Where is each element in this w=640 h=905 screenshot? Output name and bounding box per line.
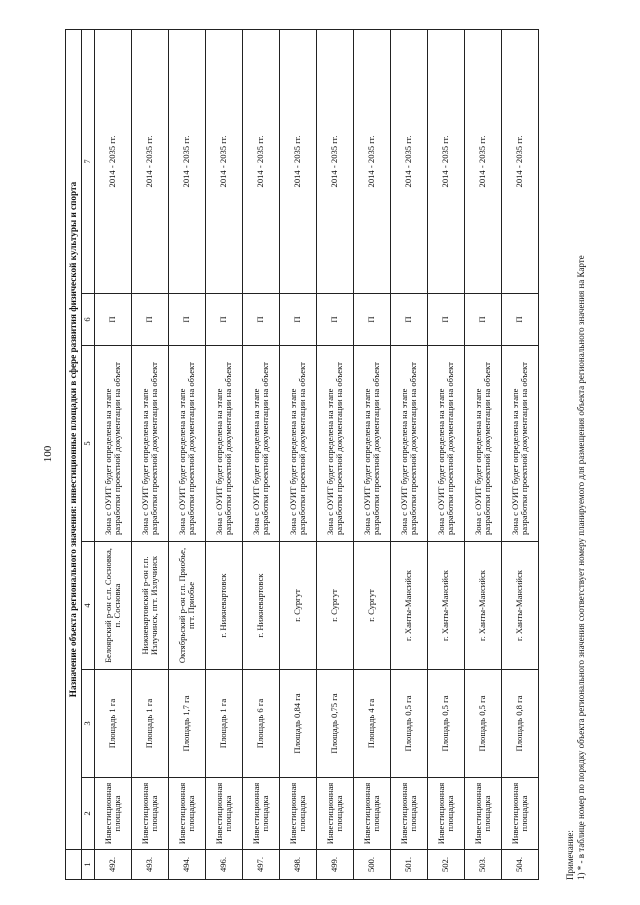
- column-number-row: [82, 29, 95, 879]
- note-block: [565, 30, 587, 880]
- row-number-cell: 497.: [243, 850, 280, 880]
- table-row: [502, 29, 539, 879]
- column-number-cell: 6: [82, 294, 95, 346]
- zone-cell: Зона с ОУИТ будет определена на этапе разработки проектной документации на объект: [206, 346, 243, 542]
- row-number-cell: 501.: [391, 850, 428, 880]
- object-type-cell: Инвестиционная площадка: [243, 778, 280, 850]
- object-type-cell: Инвестиционная площадка: [132, 778, 169, 850]
- object-type-cell: Инвестиционная площадка: [169, 778, 206, 850]
- object-type-cell: Инвестиционная площадка: [280, 778, 317, 850]
- period-cell: 2014 - 2035 гг.: [95, 29, 132, 293]
- location-cell: г. Нижневартовск: [206, 542, 243, 670]
- row-number-cell: 502.: [428, 850, 465, 880]
- table-title: Назначение объекта регионального значения: инвестиционные площадки в сфере развития физической культуры и спорта: [66, 29, 82, 849]
- zone-cell: Зона с ОУИТ будет определена на этапе разработки проектной документации на объект: [317, 346, 354, 542]
- row-number-cell: 493.: [132, 850, 169, 880]
- area-cell: Площадь 1 га: [132, 670, 169, 778]
- area-cell: Площадь 0,5 га: [465, 670, 502, 778]
- object-type-cell: Инвестиционная площадка: [317, 778, 354, 850]
- row-number-cell: 498.: [280, 850, 317, 880]
- status-cell: П: [169, 294, 206, 346]
- area-cell: Площадь 1 га: [206, 670, 243, 778]
- period-cell: 2014 - 2035 гг.: [280, 29, 317, 293]
- status-cell: П: [502, 294, 539, 346]
- period-cell: 2014 - 2035 гг.: [243, 29, 280, 293]
- period-cell: 2014 - 2035 гг.: [206, 29, 243, 293]
- area-cell: Площадь 0,5 га: [391, 670, 428, 778]
- row-number-cell: 494.: [169, 850, 206, 880]
- object-type-cell: Инвестиционная площадка: [502, 778, 539, 850]
- table-row: [169, 29, 206, 879]
- status-cell: П: [317, 294, 354, 346]
- status-cell: П: [206, 294, 243, 346]
- period-cell: 2014 - 2035 гг.: [391, 29, 428, 293]
- status-cell: П: [391, 294, 428, 346]
- area-cell: Площадь 6 га: [243, 670, 280, 778]
- note-heading: Примечание:: [565, 830, 575, 880]
- status-cell: П: [95, 294, 132, 346]
- table-body: [95, 29, 539, 879]
- column-number-cell: 5: [82, 346, 95, 542]
- table-row: [317, 29, 354, 879]
- object-type-cell: Инвестиционная площадка: [354, 778, 391, 850]
- location-cell: г. Ханты-Мансийск: [391, 542, 428, 670]
- table-row: [132, 29, 169, 879]
- zone-cell: Зона с ОУИТ будет определена на этапе разработки проектной документации на объект: [280, 346, 317, 542]
- location-cell: Белоярский р-он с.п. Сосновка, п. Сосновка: [95, 542, 132, 670]
- zone-cell: Зона с ОУИТ будет определена на этапе разработки проектной документации на объект: [465, 346, 502, 542]
- area-cell: Площадь 1,7 га: [169, 670, 206, 778]
- status-cell: П: [428, 294, 465, 346]
- status-cell: П: [354, 294, 391, 346]
- status-cell: П: [132, 294, 169, 346]
- location-cell: Октябрьский р-он г.п. Приобье, пгт. Приобье: [169, 542, 206, 670]
- page-number: 100: [42, 445, 54, 463]
- object-type-cell: Инвестиционная площадка: [391, 778, 428, 850]
- row-number-cell: 499.: [317, 850, 354, 880]
- table-row: [428, 29, 465, 879]
- column-number-cell: 3: [82, 670, 95, 778]
- investment-sites-table: [65, 29, 539, 880]
- object-type-cell: Инвестиционная площадка: [95, 778, 132, 850]
- status-cell: П: [465, 294, 502, 346]
- period-cell: 2014 - 2035 гг.: [428, 29, 465, 293]
- area-cell: Площадь 4 га: [354, 670, 391, 778]
- row-number-cell: 503.: [465, 850, 502, 880]
- table-row: [243, 29, 280, 879]
- object-type-cell: Инвестиционная площадка: [465, 778, 502, 850]
- status-cell: П: [280, 294, 317, 346]
- row-number-cell: 492.: [95, 850, 132, 880]
- note-text: 1) * - в таблице номер по порядку объекта регионального значения соответствует номеру планируемого для размещения объекта регионального значения на Карте: [575, 255, 586, 880]
- period-cell: 2014 - 2035 гг.: [169, 29, 206, 293]
- column-number-cell: 2: [82, 778, 95, 850]
- table-row: [206, 29, 243, 879]
- table-corner-cell: [66, 850, 82, 880]
- zone-cell: Зона с ОУИТ будет определена на этапе разработки проектной документации на объект: [95, 346, 132, 542]
- location-cell: г. Нижневартовск: [243, 542, 280, 670]
- zone-cell: Зона с ОУИТ будет определена на этапе разработки проектной документации на объект: [132, 346, 169, 542]
- row-number-cell: 500.: [354, 850, 391, 880]
- location-cell: Нижневартовский р-он г.п. Излучинск, пгт. Излучинск: [132, 542, 169, 670]
- period-cell: 2014 - 2035 гг.: [465, 29, 502, 293]
- zone-cell: Зона с ОУИТ будет определена на этапе разработки проектной документации на объект: [354, 346, 391, 542]
- table-row: [280, 29, 317, 879]
- table-row: [354, 29, 391, 879]
- table-row: [465, 29, 502, 879]
- row-number-cell: 504.: [502, 850, 539, 880]
- location-cell: г. Ханты-Мансийск: [465, 542, 502, 670]
- rotated-page-content: [65, 30, 585, 880]
- column-number-cell: 1: [82, 850, 95, 880]
- status-cell: П: [243, 294, 280, 346]
- area-cell: Площадь 0,75 га: [317, 670, 354, 778]
- table-row: [95, 29, 132, 879]
- area-cell: Площадь 1 га: [95, 670, 132, 778]
- area-cell: Площадь 0,8 га: [502, 670, 539, 778]
- object-type-cell: Инвестиционная площадка: [206, 778, 243, 850]
- location-cell: г. Ханты-Мансийск: [428, 542, 465, 670]
- location-cell: г. Сургут: [280, 542, 317, 670]
- area-cell: Площадь 0,84 га: [280, 670, 317, 778]
- row-number-cell: 496.: [206, 850, 243, 880]
- column-number-cell: 7: [82, 29, 95, 293]
- zone-cell: Зона с ОУИТ будет определена на этапе разработки проектной документации на объект: [502, 346, 539, 542]
- area-cell: Площадь 0,5 га: [428, 670, 465, 778]
- location-cell: г. Сургут: [317, 542, 354, 670]
- period-cell: 2014 - 2035 гг.: [317, 29, 354, 293]
- zone-cell: Зона с ОУИТ будет определена на этапе разработки проектной документации на объект: [243, 346, 280, 542]
- zone-cell: Зона с ОУИТ будет определена на этапе разработки проектной документации на объект: [428, 346, 465, 542]
- period-cell: 2014 - 2035 гг.: [502, 29, 539, 293]
- location-cell: г. Сургут: [354, 542, 391, 670]
- column-number-cell: 4: [82, 542, 95, 670]
- location-cell: г. Ханты-Мансийск: [502, 542, 539, 670]
- period-cell: 2014 - 2035 гг.: [354, 29, 391, 293]
- zone-cell: Зона с ОУИТ будет определена на этапе разработки проектной документации на объект: [391, 346, 428, 542]
- period-cell: 2014 - 2035 гг.: [132, 29, 169, 293]
- table-row: [391, 29, 428, 879]
- object-type-cell: Инвестиционная площадка: [428, 778, 465, 850]
- zone-cell: Зона с ОУИТ будет определена на этапе разработки проектной документации на объект: [169, 346, 206, 542]
